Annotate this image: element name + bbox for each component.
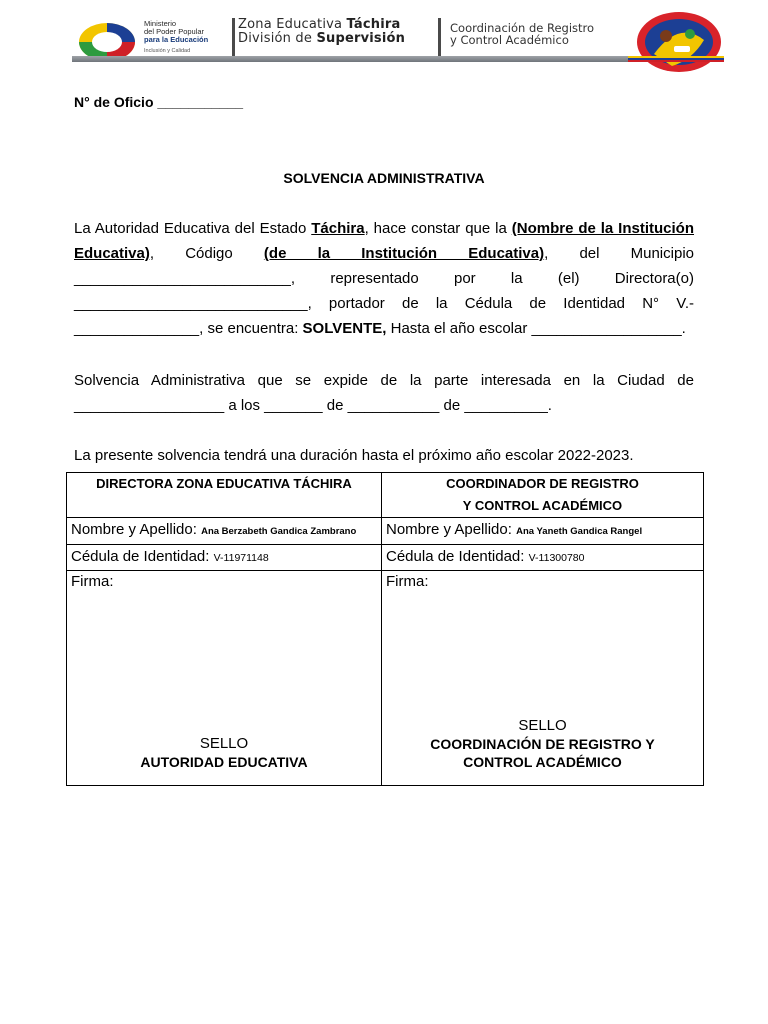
certification-paragraph: La Autoridad Educativa del Estado Táchira, hace constar que la (Nombre de la Institución Educativa), Código (de la Institución Educativa), del Municipio __________________________, representado por la (el) Directora(o) ____________________________, portador de la Cédula de Identidad N° V.- _______________, se encuentra: SOLVENTE, Hasta el año escolar __________________. (74, 220, 695, 337)
signature-table (66, 472, 704, 786)
letterhead (72, 10, 724, 62)
regional-emblem-icon (632, 10, 726, 78)
header-stripe (72, 56, 628, 62)
left-signature-cell: Firma: SELLO AUTORIDAD EDUCATIVA (67, 571, 382, 786)
coordination-title: Coordinación de Registro y Control Académico (450, 21, 595, 47)
header-divider (438, 18, 441, 58)
document-title: SOLVENCIA ADMINISTRATIVA (283, 170, 485, 186)
flag-stripe (628, 56, 724, 62)
code-placeholder: (de la Institución Educativa) (263, 245, 545, 262)
left-stamp-label: SELLO AUTORIDAD EDUCATIVA (140, 735, 308, 770)
left-column-header: DIRECTORA ZONA EDUCATIVA TÁCHIRA (67, 473, 382, 518)
state-name: Táchira (311, 220, 365, 237)
left-id-cell: Cédula de Identidad: V-11971148 (67, 545, 382, 571)
validity-paragraph: La presente solvencia tendrá una duración hasta el próximo año escolar 2022-2023. (74, 447, 634, 464)
right-id-cell: Cédula de Identidad: V-11300780 (382, 545, 704, 571)
right-stamp-label: SELLO COORDINACIÓN DE REGISTRO Y CONTROL ACADÉMICO (430, 717, 655, 770)
right-name-cell: Nombre y Apellido: Ana Yaneth Gandica Rangel (382, 518, 704, 545)
left-name-cell: Nombre y Apellido: Ana Berzabeth Gandica Zambrano (67, 518, 382, 545)
institution-placeholder: (Nombre de la Institución Educativa) (74, 220, 695, 262)
oficio-number: N° de Oficio ___________ (74, 94, 244, 110)
right-column-header: COORDINADOR DE REGISTRO Y CONTROL ACADÉMICO (382, 473, 704, 518)
ministry-name: Ministerio del Poder Popular para la Educación Inclusión y Calidad (144, 19, 209, 54)
header-divider (232, 18, 235, 58)
solvente-status: SOLVENTE, (302, 320, 387, 337)
issuance-paragraph: Solvencia Administrativa que se expide de la parte interesada en la Ciudad de __________________ a los _______ de ___________ de __________. (74, 372, 694, 414)
zona-educativa-title: Zona Educativa Táchira División de Supervisión (238, 17, 406, 46)
right-signature-cell: Firma: SELLO COORDINACIÓN DE REGISTRO Y CONTROL ACADÉMICO (382, 571, 704, 786)
